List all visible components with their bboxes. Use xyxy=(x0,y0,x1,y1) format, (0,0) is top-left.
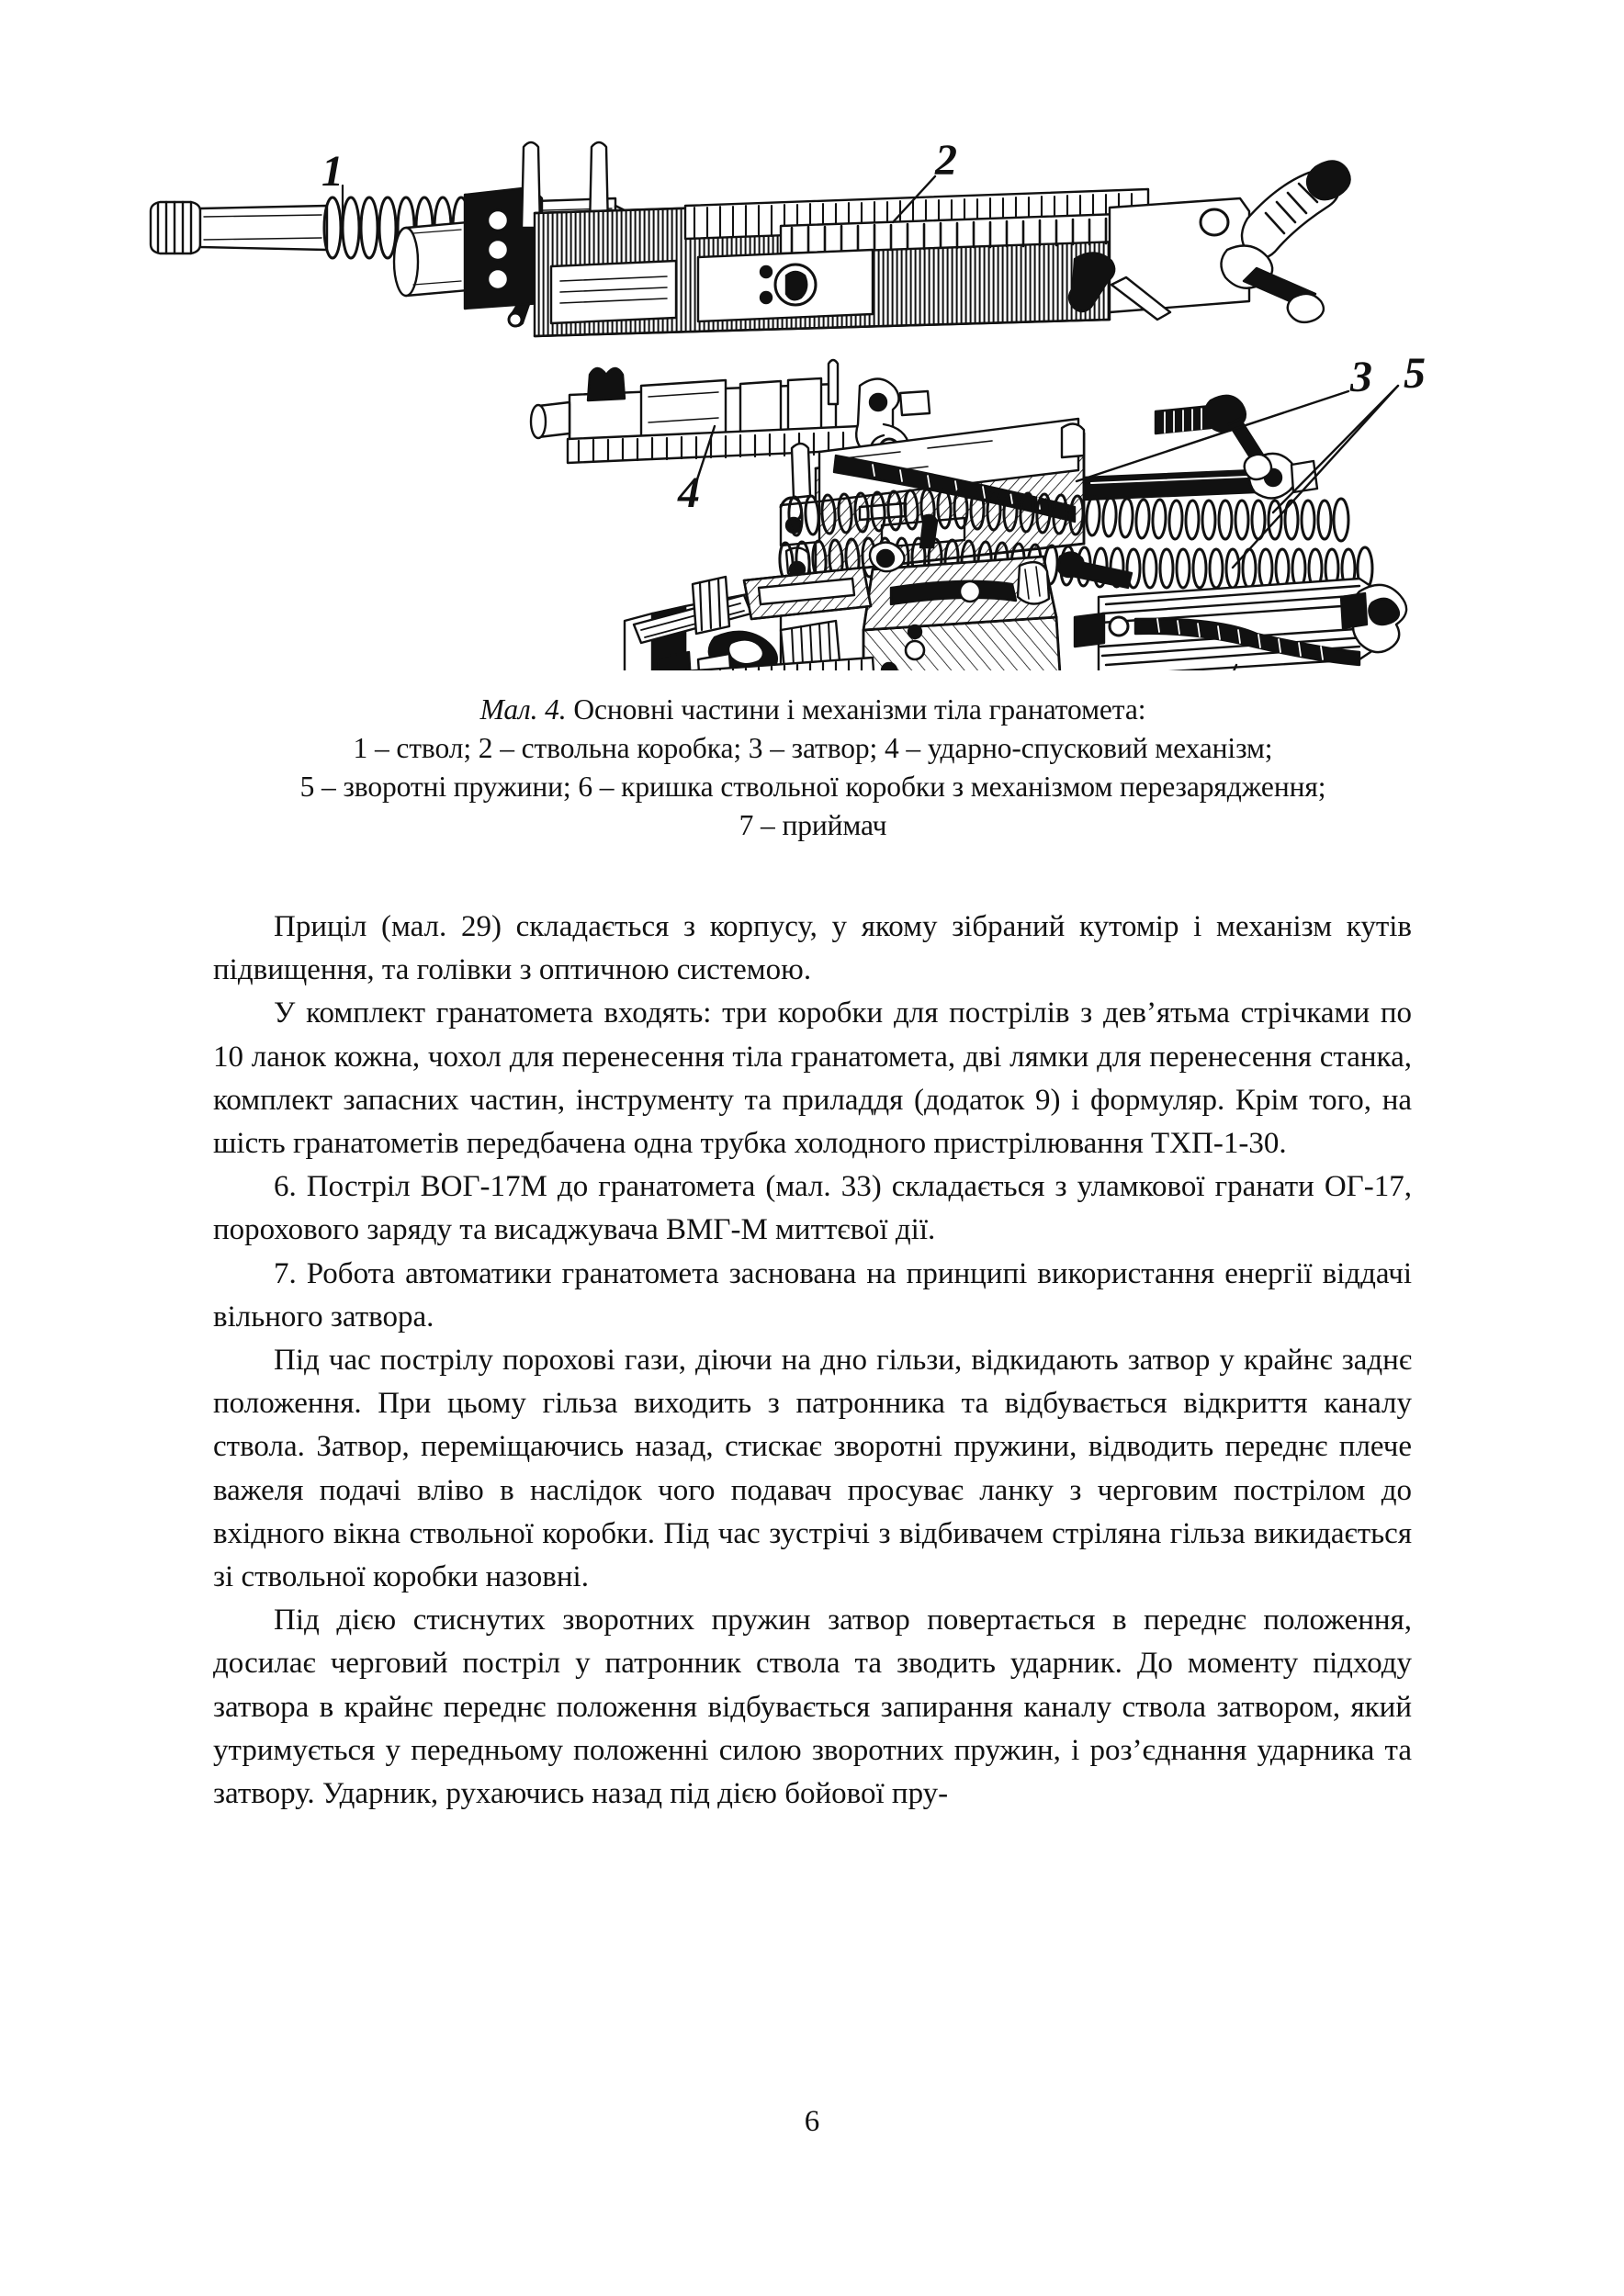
figure-exploded-diagram xyxy=(138,110,1488,670)
figure-caption xyxy=(184,691,1442,845)
figure-drawing xyxy=(138,110,1488,670)
paragraph: Під дією стиснутих зворотних пружин затвор повертається в переднє положення, досилає черговий постріл у патронник ствола та зводить ударник. До моменту підходу затвора в крайнє переднє положення відбувається запирання каналу ствола затвором, який утримується у передньому положенні силою зворотних пружин, і роз’єднання ударника та затвору. Ударник, рухаючись назад під дією бойової пру- xyxy=(213,1604,1412,1811)
firing-pin xyxy=(1156,396,1271,479)
paragraph: У комплект гранатомета входять: три коробки для пострілів з дев’ятьма стрічками по 10 ланок кожна, чохол для перенесення тіла гранатомета, дві лямки для перенесення станка, комплект запасних частин, інструменту та приладдя (додаток 9) і формуляр. Крім того, на шість гранатометів передбачена одна трубка холодного пристрілювання ТХП-1-30. xyxy=(213,996,1412,1161)
caption-line-4: 7 – приймач xyxy=(739,809,887,841)
caption-line-2: 1 – ствол; 2 – ствольна коробка; 3 – затвор; 4 – ударно-спусковий механізм; xyxy=(353,732,1273,764)
paragraph: 6. Постріл ВОГ-17М до гранатомета (мал. 33) складається з уламкової гранати ОГ-17, порохового заряду та висаджувача ВМГ-М миттєвої дії. xyxy=(213,1170,1412,1247)
caption-figure-number: Мал. 4. xyxy=(479,693,567,726)
figure-label-5: 5 xyxy=(1404,349,1426,398)
figure-label-4: 4 xyxy=(678,468,700,517)
paragraph: Приціл (мал. 29) складається з корпусу, у якому зібраний кутомір і механізм кутів підвищення, та голівки з оптичною системою. xyxy=(213,910,1412,987)
body-text xyxy=(213,906,1412,1816)
page-number: 6 xyxy=(804,2105,820,2138)
figure-label-1: 1 xyxy=(321,147,344,196)
paragraph: Під час пострілу порохові гази, діючи на дно гільзи, відкидають затвор у крайнє заднє положення. При цьому гільза виходить з патронника та відбувається відкриття каналу ствола. Затвор, переміщаючись назад, стискає зворотні пружини, відводить переднє плече важеля подачі вліво в наслідок чого подавач просуває ланку з черговим пострілом до вхідного вікна ствольної коробки. Під час зустрічі з відбивачем стріляна гільза викидається зі ствольної коробки назовні. xyxy=(213,1344,1412,1594)
figure-label-2: 2 xyxy=(935,136,957,185)
part-receiver xyxy=(394,142,1350,336)
caption-line-1 xyxy=(184,691,1442,729)
paragraph: 7. Робота автоматики гранатомета заснована на принципі використання енергії віддачі вільного затвора. xyxy=(213,1256,1412,1334)
caption-title: Основні частини і механізми тіла гранатомета: xyxy=(566,693,1146,726)
figure-label-3: 3 xyxy=(1350,353,1372,401)
caption-line-3: 5 – зворотні пружини; 6 – кришка ствольної коробки з механізмом перезарядження; xyxy=(299,771,1326,803)
